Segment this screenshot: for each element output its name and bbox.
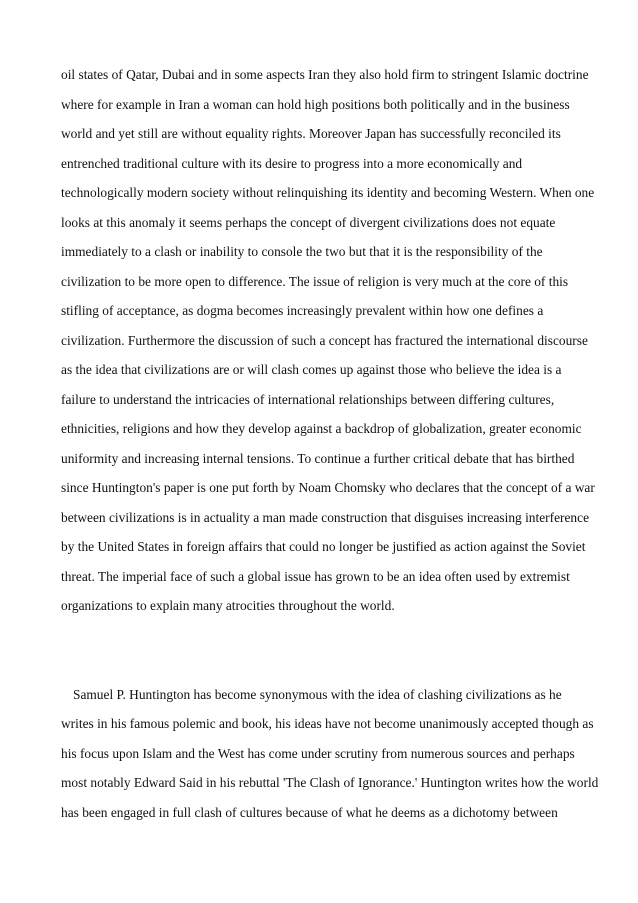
paragraph-1-line: immediately to a clash or inability to console the two but that it is the responsibility of the [61,244,543,259]
paragraph-1-line: civilization. Furthermore the discussion of such a concept has fractured the international discourse [61,333,588,348]
paragraph-2-line: Samuel P. Huntington has become synonymous with the idea of clashing civilizations as he [73,687,562,702]
paragraph-1-line: between civilizations is in actuality a man made construction that disguises increasing interference [61,510,590,525]
paragraph-1-line: by the United States in foreign affairs that could no longer be justified as action against the Soviet [61,539,586,554]
paragraph-2-line: writes in his famous polemic and book, his ideas have not become unanimously accepted though as [61,716,594,731]
paragraph-1-line: stifling of acceptance, as dogma becomes increasingly prevalent within how one defines a [61,303,544,318]
paragraph-2-line: has been engaged in full clash of cultures because of what he deems as a dichotomy between [61,805,558,820]
paragraph-1-line: oil states of Qatar, Dubai and in some aspects Iran they also hold firm to stringent Islamic doctrine [61,67,589,82]
paragraph-2-line: his focus upon Islam and the West has come under scrutiny from numerous sources and perhaps [61,746,575,761]
paragraph-2-line: most notably Edward Said in his rebuttal 'The Clash of Ignorance.' Huntington writes how the world [61,775,599,790]
paragraph-1-line: failure to understand the intricacies of international relationships between differing cultures, [61,392,555,407]
paragraph-1-line: ethnicities, religions and how they develop against a backdrop of globalization, greater economic [61,421,582,436]
paragraph-1-line: threat. The imperial face of such a global issue has grown to be an idea often used by extremist [61,569,570,584]
paragraph-1-line: since Huntington's paper is one put forth by Noam Chomsky who declares that the concept of a war [61,480,595,495]
paragraph-1-line: world and yet still are without equality rights. Moreover Japan has successfully reconciled its [61,126,561,141]
paragraph-1-line: civilization to be more open to difference. The issue of religion is very much at the core of this [61,274,569,289]
paragraph-1-line: looks at this anomaly it seems perhaps the concept of divergent civilizations does not equate [61,215,556,230]
paragraph-1-line: uniformity and increasing internal tensions. To continue a further critical debate that has birthed [61,451,575,466]
paragraph-1-line: as the idea that civilizations are or will clash comes up against those who believe the idea is a [61,362,562,377]
paragraph-1-line: organizations to explain many atrocities throughout the world. [61,598,395,613]
paragraph-1-line: technologically modern society without relinquishing its identity and becoming Western. When one [61,185,595,200]
paragraph-1-line: entrenched traditional culture with its desire to progress into a more economically and [61,156,523,171]
paragraph-1-line: where for example in Iran a woman can hold high positions both politically and in the business [61,97,570,112]
